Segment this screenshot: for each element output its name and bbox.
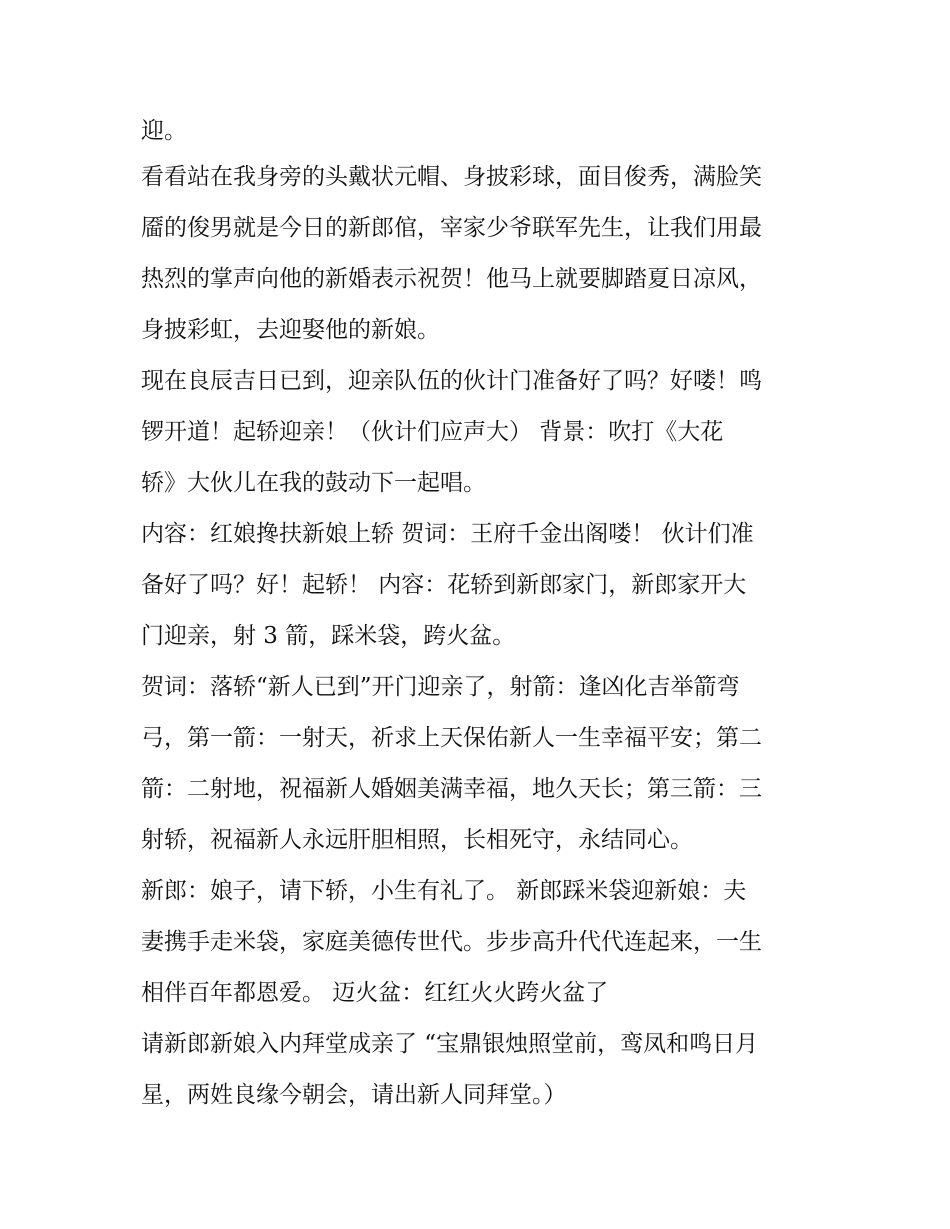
text-line: 星，两姓良缘今朝会，请出新人同拜堂。） xyxy=(141,1082,567,1108)
text-line: 弓，第一箭：一射天，祈求上天保佑新人一生幸福平安；第二 xyxy=(141,725,762,751)
text-line: 门迎亲，射 3 箭，踩米袋，跨火盆。 xyxy=(141,623,516,649)
text-line: 现在良辰吉日已到，迎亲队伍的伙计门准备好了吗？好喽！鸣 xyxy=(141,368,762,394)
text-line: 新郎：娘子，请下轿，小生有礼了。 新郎踩米袋迎新娘：夫 xyxy=(141,878,747,904)
text-line: 锣开道！起轿迎亲！（伙计们应声大） 背景：吹打《大花 xyxy=(141,419,724,445)
text-line: 请新郎新娘入内拜堂成亲了 “宝鼎银烛照堂前，鸾凤和鸣日月 xyxy=(141,1031,759,1057)
text-line: 相伴百年都恩爱。 迈火盆：红红火火跨火盆了 xyxy=(141,980,609,1006)
text-line: 贺词：落轿“新人已到”开门迎亲了，射箭：逢凶化吉举箭弯 xyxy=(141,674,740,700)
text-line: 看看站在我身旁的头戴状元帽、身披彩球，面目俊秀，满脸笑 xyxy=(141,164,762,190)
text-line: 妻携手走米袋，家庭美德传世代。步步高升代代连起来，一生 xyxy=(141,929,762,955)
text-line: 备好了吗？好！起轿！ 内容：花轿到新郎家门，新郎家开大 xyxy=(141,572,747,598)
text-line: 热烈的掌声向他的新婚表示祝贺！他马上就要脚踏夏日凉风， xyxy=(141,266,762,292)
text-line: 迎。 xyxy=(141,118,187,144)
text-line: 靥的俊男就是今日的新郎倌，宰家少爷联军先生，让我们用最 xyxy=(141,215,762,241)
text-line: 轿》大伙儿在我的鼓动下一起唱。 xyxy=(141,470,486,496)
text-line: 内容：红娘搀扶新娘上轿 贺词：王府千金出阁喽！ 伙计们准 xyxy=(141,521,754,547)
text-line: 身披彩虹，去迎娶他的新娘。 xyxy=(141,317,440,343)
text-line: 箭：二射地，祝福新人婚姻美满幸福，地久天长；第三箭：三 xyxy=(141,776,762,802)
body-text xyxy=(141,109,821,1124)
text-line: 射轿，祝福新人永远肝胆相照，长相死守，永结同心。 xyxy=(141,827,693,853)
